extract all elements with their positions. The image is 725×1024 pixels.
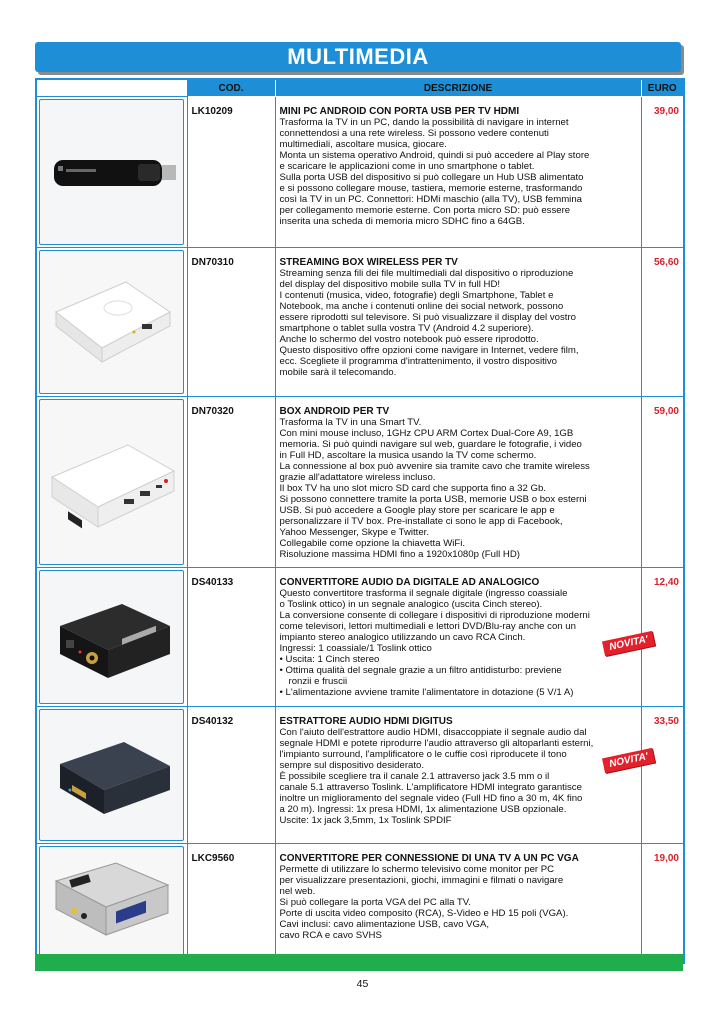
product-title: CONVERTITORE PER CONNESSIONE DI UNA TV A UN PC VGA: [279, 853, 579, 864]
product-description: [275, 248, 641, 397]
description-line: ecc. Scegliete il programma d'intrattenimento, il vostro dispositivo: [279, 356, 558, 367]
description-line: Risoluzione massima HDMI fino a 1920x1080p (Full HD): [279, 549, 520, 560]
description-line: Yahoo Messenger, Skype e Twitter.: [279, 527, 429, 538]
product-code: LKC9560: [187, 844, 275, 964]
description-column-header: DESCRIZIONE: [275, 79, 641, 97]
table-row: [36, 97, 684, 248]
description-line: Ingressi: 1 coassiale/1 Toslink ottico: [279, 643, 432, 654]
android-box-icon: [39, 399, 184, 565]
description-line: mobile sarà il telecomando.: [279, 367, 397, 378]
product-price: 39,00: [641, 97, 684, 248]
description-line: segnale HDMI e potete riprodurre l'audio attraverso gli altoparlanti esterni,: [279, 738, 594, 749]
description-line: come televisori, lettori multimediali e lettori DVD/Blu-ray anche con un: [279, 621, 576, 632]
description-line: Streaming senza fili dei file multimediali dal dispositivo o riproduzione: [279, 268, 574, 279]
description-line: Si può collegare la porta VGA del PC alla TV.: [279, 897, 471, 908]
description-line: Permette di utilizzare lo schermo televisivo come monitor per PC: [279, 864, 555, 875]
product-description: [275, 97, 641, 248]
audio-converter-icon: [39, 570, 184, 704]
description-line: Questo convertitore trasforma il segnale digitale (ingresso coassiale: [279, 588, 568, 599]
product-image-cell: [36, 707, 187, 844]
description-line: sempre sul dispositivo desiderato.: [279, 760, 425, 771]
code-column-header: COD.: [187, 79, 275, 97]
product-image-cell: [36, 248, 187, 397]
description-line: Notebook, ma anche i contenuti online dei social network, possono: [279, 301, 564, 312]
description-line: a 20 m). Ingressi: 1x presa HDMI, 1x alimentazione USB opzionale.: [279, 804, 567, 815]
description-line: Con mini mouse incluso, 1GHz CPU ARM Cortex Dual-Core A9, 1GB: [279, 428, 574, 439]
table-row: [36, 568, 684, 707]
description-line: in Full HD, ascoltare la musica usando la TV come schermo.: [279, 450, 537, 461]
section-banner: [35, 42, 681, 72]
table-row: [36, 397, 684, 568]
description-line: • Ottima qualità del segnale grazie a un filtro antidisturbo: previene: [279, 665, 562, 676]
description-line: • L'alimentazione avviene tramite l'alimentatore in dotazione (5 V/1 A): [279, 687, 574, 698]
description-line: Il box TV ha uno slot micro SD card che supporta fino a 32 Gb.: [279, 483, 546, 494]
description-line: Trasforma la TV in una Smart TV.: [279, 417, 422, 428]
description-line: così la TV in un PC. Connettori: HDMi maschio (alla TV), USB femmina: [279, 194, 582, 205]
table-row: [36, 248, 684, 397]
description-line: e si possono collegare mouse, tastiera, memorie esterne, trasformando: [279, 183, 583, 194]
product-price: 19,00: [641, 844, 684, 964]
product-description: [275, 707, 650, 844]
description-line: È possibile scegliere tra il canale 2.1 attraverso jack 3.5 mm o il: [279, 771, 550, 782]
product-image-cell: [36, 844, 187, 964]
description-line: Anche lo schermo del vostro notebook può essere riprodotto.: [279, 334, 539, 345]
table-row: [36, 844, 684, 964]
description-line: personalizzare il TV box. Pre-installate ci sono le app di Facebook,: [279, 516, 563, 527]
description-line: connettendosi a una rete wireless. Si possono vedere contenuti: [279, 128, 549, 139]
description-line: Questo dispositivo offre opzioni come navigare in Internet, vedere film,: [279, 345, 579, 356]
description-line: Trasforma la TV in un PC, dando la possibilità di navigare in internet: [279, 117, 569, 128]
product-price: 59,00: [641, 397, 684, 568]
description-line: USB. Si può accedere a Google play store per scaricare le app e: [279, 505, 555, 516]
product-image-cell: [36, 568, 187, 707]
description-line: inserita una scheda di memoria micro SDHC fino a 64GB.: [279, 216, 525, 227]
description-line: La connessione al box può avvenire sia tramite cavo che tramite wireless: [279, 461, 590, 472]
android-stick-icon: [39, 99, 184, 245]
description-line: Sulla porta USB del dispositivo si può collegare un Hub USB alimentato: [279, 172, 584, 183]
page-number: 45: [356, 978, 369, 990]
description-line: memoria. Si può quindi navigare sul web, guardare le fotografie, i video: [279, 439, 582, 450]
image-column-header: [36, 79, 187, 97]
description-line: Si possono connettere tramite la porta USB, memorie USB o box esterni: [279, 494, 587, 505]
description-line: Porte di uscita video composito (RCA), S-Video e HD 15 poli (VGA).: [279, 908, 569, 919]
product-description: [275, 844, 641, 964]
product-code: DS40132: [187, 707, 275, 844]
description-line: I contenuti (musica, video, fotografie) degli Smartphone, Tablet e: [279, 290, 554, 301]
product-code: DN70320: [187, 397, 275, 568]
product-title: CONVERTITORE AUDIO DA DIGITALE AD ANALOGICO: [279, 577, 540, 588]
product-price: 56,60: [641, 248, 684, 397]
description-line: smartphone o tablet sulla vostra TV (Android 4.2 superiore).: [279, 323, 534, 334]
table-header-row: [36, 79, 684, 97]
price-column-header: EURO: [641, 79, 684, 97]
product-description: [275, 397, 641, 568]
description-line: ronzii e fruscii: [288, 676, 348, 687]
new-badge: NOVITA': [602, 748, 655, 773]
description-line: La conversione consente di collegare i dispositivi di riproduzione moderni: [279, 610, 590, 621]
product-title: BOX ANDROID PER TV: [279, 406, 390, 417]
product-description: [275, 568, 650, 707]
description-line: del display del dispositivo mobile sulla TV in full HD!: [279, 279, 501, 290]
product-code: LK10209: [187, 97, 275, 248]
description-line: • Uscita: 1 Cinch stereo: [279, 654, 380, 665]
product-title: MINI PC ANDROID CON PORTA USB PER TV HDMI: [279, 106, 520, 117]
product-table: [35, 78, 685, 964]
white-streaming-box-icon: [39, 250, 184, 394]
product-price: 12,40: [641, 568, 684, 707]
vga-converter-icon: [39, 846, 184, 960]
description-line: per visualizzare presentazioni, giochi, immagini e filmati o navigare: [279, 875, 564, 886]
section-title: MULTIMEDIA: [287, 44, 429, 69]
description-line: per collegamento memorie esterne. Con porta micro SD: può essere: [279, 205, 571, 216]
description-line: Con l'aiuto dell'estrattore audio HDMI, disaccoppiate il segnale audio dal: [279, 727, 587, 738]
product-image-cell: [36, 397, 187, 568]
table-row: [36, 707, 684, 844]
product-code: DN70310: [187, 248, 275, 397]
description-line: inoltre un miglioramento del segnale video (Full HD fino a 30 m, 4K fino: [279, 793, 583, 804]
footer-bar: [35, 954, 683, 971]
product-title: STREAMING BOX WIRELESS PER TV: [279, 257, 458, 268]
description-line: Collegabile come opzione la chiavetta WiFi.: [279, 538, 466, 549]
description-line: multimediali, ascoltare musica, giocare.: [279, 139, 447, 150]
product-image-cell: [36, 97, 187, 248]
description-line: e scaricare le applicazioni come in uno smartphone o tablet.: [279, 161, 535, 172]
new-badge: NOVITA': [602, 631, 655, 656]
description-line: Uscite: 1x jack 3,5mm, 1x Toslink SPDIF: [279, 815, 452, 826]
description-line: impianto stereo analogico utilizzando un cavo RCA Cinch.: [279, 632, 526, 643]
description-line: Cavi inclusi: cavo alimentazione USB, cavo VGA,: [279, 919, 490, 930]
description-line: nel web.: [279, 886, 316, 897]
description-line: essere riprodotti sul televisore. Si può visualizzare il display del vostro: [279, 312, 576, 323]
product-price: 33,50: [641, 707, 684, 844]
product-code: DS40133: [187, 568, 275, 707]
description-line: o Toslink ottico) in un segnale analogico (uscita Cinch stereo).: [279, 599, 543, 610]
description-line: cavo RCA e cavo SVHS: [279, 930, 382, 941]
description-line: grazie all'adattatore wireless incluso.: [279, 472, 436, 483]
description-line: l'impianto surround, l'amplificatore o le cuffie così riproducete il tono: [279, 749, 567, 760]
product-title: ESTRATTORE AUDIO HDMI DIGITUS: [279, 716, 453, 727]
description-line: canale 5.1 attraverso Toslink. L'amplificatore HDMI integrato garantisce: [279, 782, 582, 793]
hdmi-audio-extractor-icon: [39, 709, 184, 841]
description-line: Monta un sistema operativo Android, quindi si può accedere al Play store: [279, 150, 590, 161]
